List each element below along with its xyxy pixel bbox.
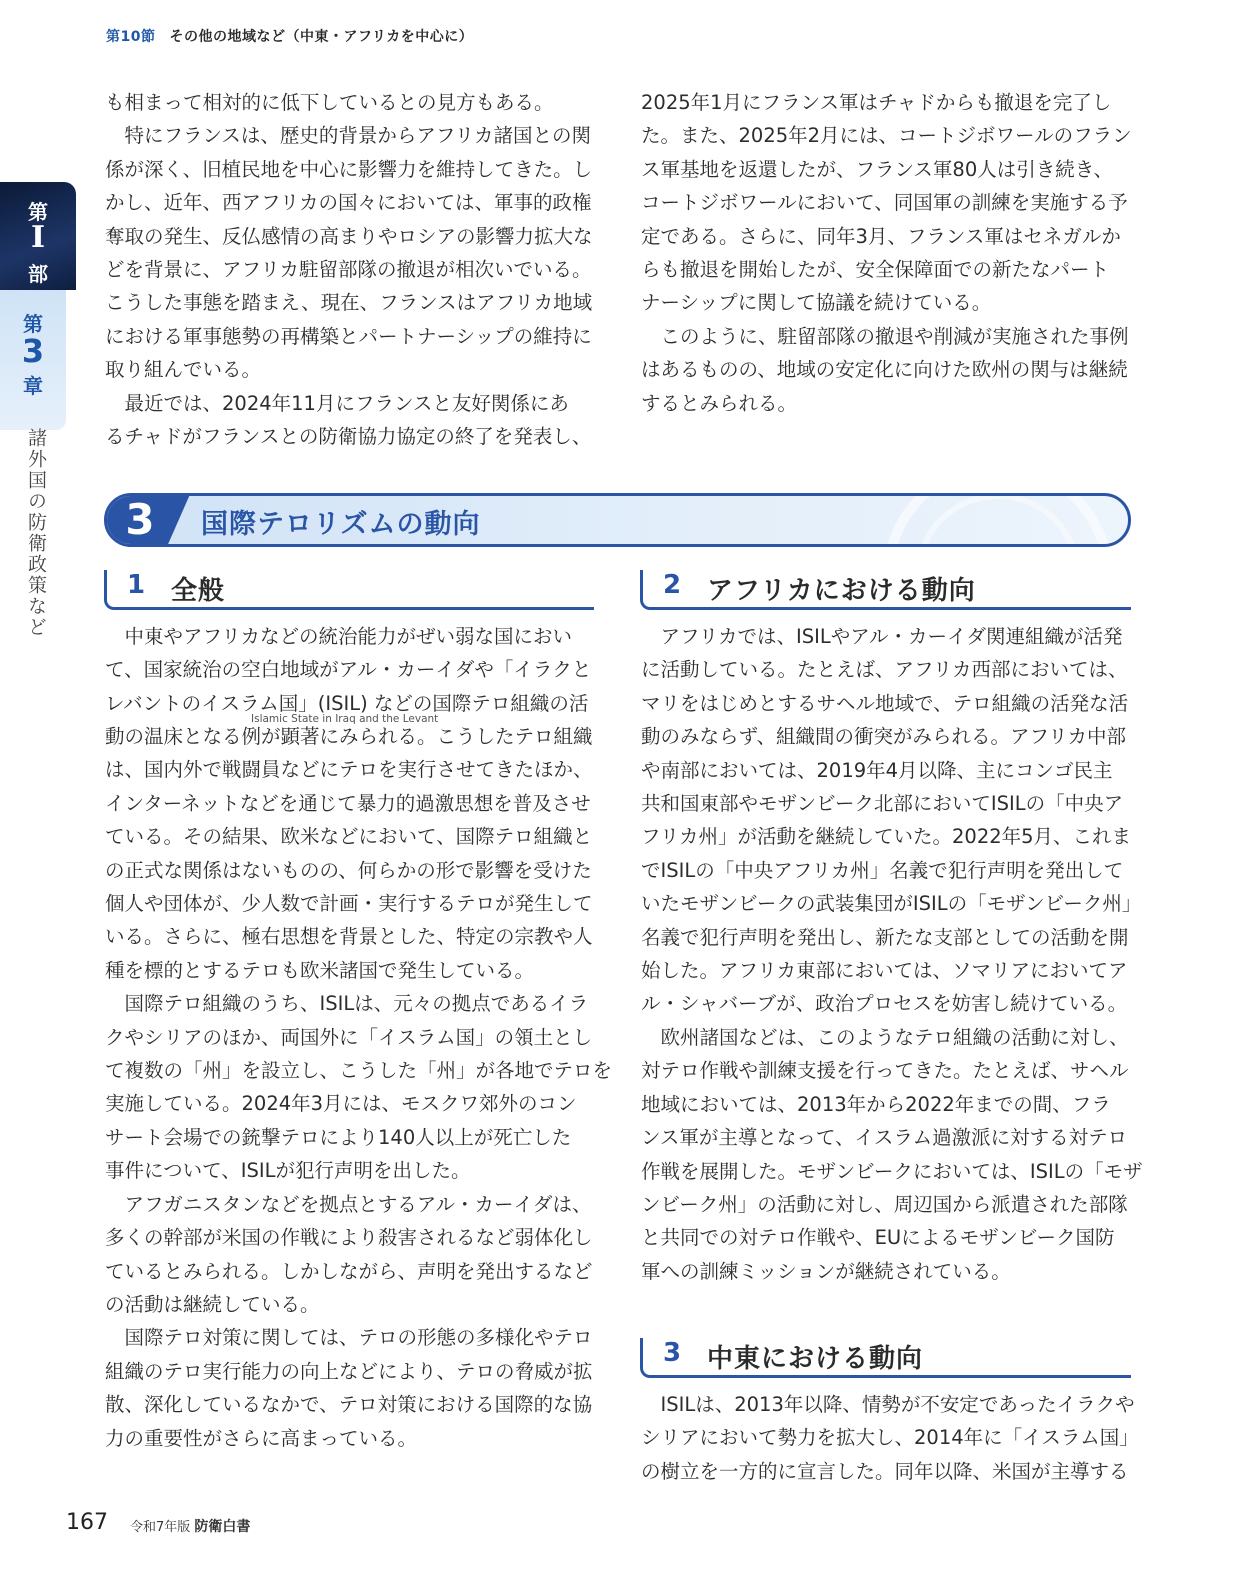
text-line: 始した。アフリカ東部においては、ソマリアにおいてア <box>641 959 1128 983</box>
banner-arc-decoration <box>848 493 1108 547</box>
footer-book-title: 防衛白書 <box>194 1519 251 1535</box>
text-line: ンス軍が主導となって、イスラム過激派に対する対テロ <box>641 1126 1128 1150</box>
chapter-tab-line3: 章 <box>23 374 43 398</box>
text-line: て、国家統治の空白地域がアル・カーイダや「イラクと <box>105 658 592 682</box>
text-line: ス軍基地を返還したが、フランス軍80人は引き続き、 <box>641 157 1113 181</box>
text-line: ンビーク州」の活動に対し、周辺国から派遣された部隊 <box>641 1192 1128 1216</box>
text-line: アフガニスタンなどを拠点とするアル・カーイダは、 <box>105 1192 592 1216</box>
subheading-number: 2 <box>663 570 682 600</box>
text-line: 欧州諸国などは、このようなテロ組織の活動に対し、 <box>641 1025 1129 1049</box>
text-line: コートジボワールにおいて、同国軍の訓練を実施する予 <box>641 191 1128 215</box>
text-line: 多くの幹部が米国の作戦により殺害されるなど弱体化し <box>105 1226 593 1250</box>
subheading-title: 全般 <box>171 576 226 606</box>
text-line: サート会場での銃撃テロにより140人以上が死亡した <box>105 1125 572 1149</box>
text-line: も相まって相対的に低下しているとの見方もある。 <box>105 91 554 114</box>
text-line: と共同での対テロ作戦や、EUによるモザンビーク国防 <box>641 1226 1115 1250</box>
isil-ruby-annotation: Islamic State in Iraq and the Levant <box>251 713 439 725</box>
text-line: レバントのイスラム国」(ISIL) などの国際テロ組織の活 <box>105 691 589 715</box>
text-line: の活動は継続している。 <box>105 1292 320 1316</box>
top-left-column <box>105 86 597 453</box>
subheading-title: 中東における動向 <box>707 1344 924 1374</box>
text-line: 地域においては、2013年から2022年までの間、フラ <box>641 1092 1111 1116</box>
text-line: インターネットなどを通じて暴力的過激思想を普及させ <box>105 791 591 815</box>
text-line: 中東やアフリカなどの統治能力がぜい弱な国におい <box>105 625 573 648</box>
text-line: 力の重要性がさらに高まっている。 <box>105 1426 418 1450</box>
text-line: の樹立を一方的に宣言した。同年以降、米国が主導する <box>641 1459 1129 1483</box>
text-line: て複数の「州」を設立し、こうした「州」が各地でテロを <box>105 1059 613 1083</box>
section-label: 第10節 <box>106 29 156 45</box>
text-line: 最近では、2024年11月にフランスと友好関係にあ <box>105 391 569 415</box>
text-line: た。また、2025年2月には、コートジボワールのフラン <box>641 124 1132 148</box>
banner-number: 3 <box>125 495 155 544</box>
text-line: 実施している。2024年3月には、モスクワ郊外のコン <box>105 1092 577 1116</box>
subheading-africa <box>640 570 1131 610</box>
text-line: に活動している。たとえば、アフリカ西部においては、 <box>641 658 1128 682</box>
text-line: 事件について、ISILが犯行声明を出した。 <box>105 1159 471 1183</box>
text-line: 取り組んでいる。 <box>105 358 262 382</box>
section-banner <box>104 493 1131 547</box>
text-line: 種を標的とするテロも欧米諸国で発生している。 <box>105 958 535 982</box>
text-line: や南部においては、2019年4月以降、主にコンゴ民主 <box>641 758 1113 782</box>
chapter-vertical-title: 諸外国の防衛政策など <box>25 428 47 638</box>
text-line: クやシリアのほか、両国外に「イスラム国」の領土とし <box>105 1025 593 1049</box>
text-line: 共和国東部やモザンビーク北部においてISILの「中央ア <box>641 792 1124 816</box>
subheading-title: アフリカにおける動向 <box>707 576 976 606</box>
top-right-column <box>641 86 1133 420</box>
text-line: 国際テロ対策に関しては、テロの形態の多様化やテロ <box>105 1326 593 1350</box>
text-line: かし、近年、西アフリカの国々においては、軍事的政権 <box>105 191 592 215</box>
text-line: いる。さらに、極右思想を背景とした、特定の宗教や人 <box>105 925 593 949</box>
text-line: の正式な関係はないものの、何らかの形で影響を受けた <box>105 858 592 882</box>
africa-column <box>641 620 1143 1288</box>
text-line: こうした事態を踏まえ、現在、フランスはアフリカ地域 <box>105 291 593 315</box>
text-line: いたモザンビークの武装集団がISILの「モザンビーク州」 <box>641 892 1142 916</box>
footer-edition: 令和7年版 <box>130 1520 191 1535</box>
text-line: 軍への訓練ミッションが継続されている。 <box>641 1259 1011 1283</box>
text-line: 動のみならず、組織間の衝突がみられる。アフリカ中部 <box>641 725 1126 749</box>
text-line: でISILの「中央アフリカ州」名義で犯行声明を発出して <box>641 858 1124 882</box>
text-line: らも撤退を開始したが、安全保障面での新たなパート <box>641 258 1110 282</box>
footer-publication <box>130 1516 250 1536</box>
text-line: 散、深化しているなかで、テロ対策における国際的な協 <box>105 1393 593 1417</box>
section-title: その他の地域など（中東・アフリカを中心に） <box>169 29 474 45</box>
text-line: 名義で犯行声明を発出し、新たな支部としての活動を開 <box>641 925 1129 949</box>
text-line: はあるものの、地域の安定化に向けた欧州の関与は継続 <box>641 358 1128 382</box>
text-line: アフリカでは、ISILやアル・カーイダ関連組織が活発 <box>641 625 1123 648</box>
subheading-general <box>104 570 594 610</box>
part-tab-line3: 部 <box>28 262 48 286</box>
part-tab-line2: I <box>30 220 46 255</box>
chapter-tab-line1: 第 <box>23 312 43 336</box>
running-header <box>106 26 473 46</box>
text-line: るチャドがフランスとの防衛協力協定の終了を発表し、 <box>105 425 592 449</box>
text-line: するとみられる。 <box>641 391 798 415</box>
general-column-a <box>105 620 597 720</box>
text-line: 組織のテロ実行能力の向上などにより、テロの脅威が拡 <box>105 1359 593 1383</box>
text-line: 係が深く、旧植民地を中心に影響力を維持してきた。し <box>105 157 593 181</box>
text-line: 作戦を展開した。モザンビークにおいては、ISILの「モザ <box>641 1159 1143 1183</box>
text-line: シリアにおいて勢力を拡大し、2014年に「イスラム国」 <box>641 1426 1139 1450</box>
text-line: 対テロ作戦や訓練支援を行ってきた。たとえば、サヘル <box>641 1059 1129 1083</box>
text-line: 特にフランスは、歴史的背景からアフリカ諸国との関 <box>105 124 591 148</box>
part-tab <box>0 182 76 290</box>
text-line: 定である。さらに、同年3月、フランス軍はセネガルか <box>641 224 1121 248</box>
chapter-tab-line2: 3 <box>21 332 45 370</box>
part-tab-line1: 第 <box>28 200 48 224</box>
text-line: ル・シャバーブが、政治プロセスを妨害し続けている。 <box>641 992 1128 1016</box>
subheading-number: 3 <box>663 1338 682 1368</box>
general-column-b <box>105 720 613 1455</box>
subheading-number: 1 <box>127 570 146 600</box>
text-line: 2025年1月にフランス軍はチャドからも撤退を完了し <box>641 91 1112 114</box>
text-line: フリカ州」が活動を継続していた。2022年5月、これま <box>641 825 1132 849</box>
text-line: 動の温床となる例が顕著にみられる。こうしたテロ組織 <box>105 725 593 748</box>
text-line: マリをはじめとするサヘル地域で、テロ組織の活発な活 <box>641 691 1129 715</box>
text-line: どを背景に、アフリカ駐留部隊の撤退が相次いでいる。 <box>105 258 592 282</box>
text-line: 個人や団体が、少人数で計画・実行するテロが発生して <box>105 892 593 916</box>
text-line: ISILは、2013年以降、情勢が不安定であったイラクや <box>641 1393 1135 1416</box>
text-line: ている。その結果、欧米などにおいて、国際テロ組織と <box>105 825 593 849</box>
text-line: における軍事態勢の再構築とパートナーシップの維持に <box>105 324 592 348</box>
banner-title: 国際テロリズムの動向 <box>201 509 481 540</box>
subheading-middle-east <box>640 1338 1131 1378</box>
middle-east-column <box>641 1388 1139 1488</box>
chapter-tab <box>0 290 66 430</box>
text-line: このように、駐留部隊の撤退や削減が実施された事例 <box>641 324 1129 348</box>
text-line: 奪取の発生、反仏感情の高まりやロシアの影響力拡大な <box>105 224 593 248</box>
text-line: ているとみられる。しかしながら、声明を発出するなど <box>105 1259 593 1283</box>
text-line: ナーシップに関して協議を続けている。 <box>641 291 992 315</box>
page-number: 167 <box>66 1510 108 1535</box>
text-line: は、国内外で戦闘員などにテロを実行させてきたほか、 <box>105 758 593 782</box>
text-line: 国際テロ組織のうち、ISILは、元々の拠点であるイラ <box>105 992 589 1016</box>
